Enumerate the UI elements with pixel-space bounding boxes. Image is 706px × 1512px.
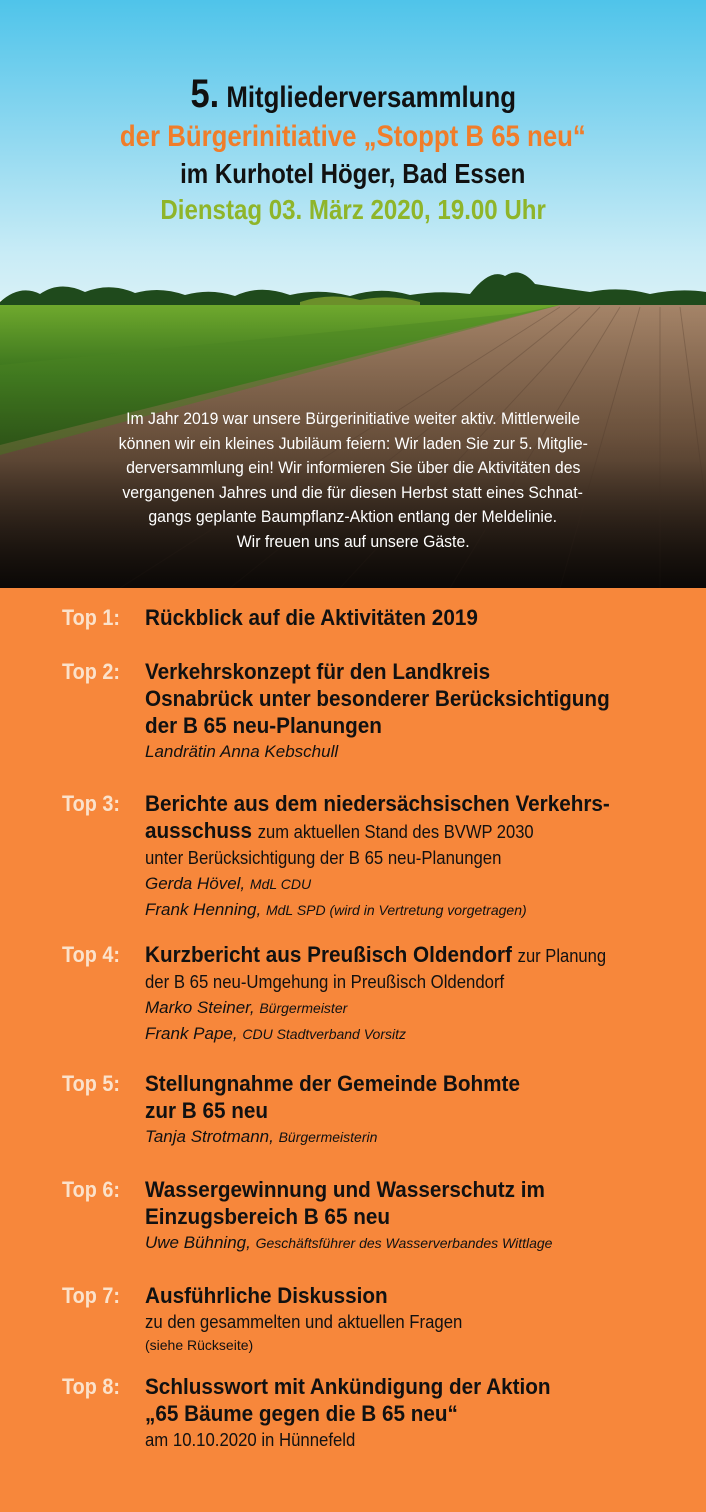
meeting-type: Mitgliederversammlung [226,81,516,114]
event-location: im Kurhotel Höger, Bad Essen [180,158,526,189]
agenda-section [0,588,706,1512]
agenda-detail: am 10.10.2020 in Hünnefeld [145,1430,356,1450]
agenda-heading [145,817,642,845]
speaker-role: CDU Stadtverband Vorsitz [242,1026,407,1042]
agenda-heading: Schlusswort mit Ankündigung der Aktion [145,1374,551,1399]
agenda-heading [145,941,642,969]
agenda-heading-suffix: zum aktuellen Stand des BVWP 2030 [257,822,534,842]
speaker [145,739,685,765]
agenda-heading: Rückblick auf die Aktivitäten 2019 [145,605,478,630]
agenda-label: Top 2: [62,659,120,684]
speaker-name: Marko Steiner, [145,998,255,1017]
speaker-name: Tanja Strotmann, [145,1127,274,1146]
speaker-name: Uwe Bühning, [145,1233,251,1252]
speaker-name: Landrätin Anna Kebschull [145,742,339,761]
speaker-role: Bürgermeister [259,1000,348,1016]
speaker-role: MdL CDU [249,876,312,892]
intro-line: können wir ein kleines Jubiläum feiern: Wir laden Sie zur 5. Mitglie- [118,433,588,453]
speaker [145,1230,685,1256]
intro-line: gangs geplante Baumpflanz-Aktion entlang der Meldelinie. [148,507,558,526]
agenda-note: (siehe Rückseite) [145,1337,254,1353]
agenda-heading: Berichte aus dem niedersächsischen Verkehrs- [145,791,610,816]
title-line-4 [0,192,706,228]
agenda-heading: Wassergewinnung und Wasserschutz im [145,1177,545,1202]
agenda-label: Top 7: [62,1283,120,1308]
agenda-label: Top 3: [62,791,120,816]
agenda-label: Top 4: [62,942,120,967]
speaker [145,995,685,1021]
agenda-heading: Osnabrück unter besonderer Berücksichtigung [145,686,610,711]
agenda-label: Top 1: [62,605,120,630]
agenda-heading: „65 Bäume gegen die B 65 neu“ [145,1401,458,1426]
agenda-heading: der B 65 neu-Planungen [145,713,382,738]
speaker [145,1124,685,1150]
agenda-heading-suffix: zur Planung [517,946,607,966]
speaker-name: Frank Pape, [145,1024,238,1043]
speaker-role: Bürgermeisterin [278,1129,378,1145]
agenda-heading: Stellungnahme der Gemeinde Bohmte [145,1071,520,1096]
agenda-label: Top 5: [62,1071,120,1096]
title-line-2 [0,118,706,156]
intro-line: vergangenen Jahres und die für diesen Herbst statt eines Schnat- [122,482,584,502]
agenda-heading: Verkehrskonzept für den Landkreis [145,659,491,684]
title-line-1 [0,74,706,118]
event-date: Dienstag 03. März 2020, 19.00 Uhr [160,194,546,225]
intro-text [0,407,706,554]
agenda-detail: unter Berücksichtigung der B 65 neu-Planungen [145,848,502,868]
initiative-name: der Bürgerinitiative „Stoppt B 65 neu“ [120,120,586,153]
agenda-label: Top 8: [62,1374,120,1399]
meeting-number: 5. [190,72,219,116]
speaker-name: Gerda Hövel, [145,874,246,893]
intro-line: derversammlung ein! Wir informieren Sie über die Aktivitäten des [125,458,581,477]
agenda-detail: der B 65 neu-Umgehung in Preußisch Oldendorf [145,972,505,992]
agenda-heading: zur B 65 neu [145,1098,269,1123]
agenda-heading-part: Kurzbericht aus Preußisch Oldendorf [145,942,512,967]
speaker [145,897,685,923]
agenda-heading-part: ausschuss [145,818,253,843]
intro-line: Wir freuen uns auf unsere Gäste. [236,531,470,551]
agenda-label: Top 6: [62,1177,120,1202]
agenda-detail: zu den gesammelten und aktuellen Fragen [145,1312,463,1332]
event-title [0,74,706,228]
speaker [145,1021,685,1047]
agenda-heading: Einzugsbereich B 65 neu [145,1204,391,1229]
agenda-heading: Ausführliche Diskussion [145,1283,388,1308]
hero-section [0,0,706,588]
speaker-role: Geschäftsführer des Wasserverbandes Wittlage [255,1235,553,1251]
speaker [145,871,685,897]
intro-line: Im Jahr 2019 war unsere Bürgerinitiative weiter aktiv. Mittlerweile [126,409,580,428]
title-line-3 [0,156,706,192]
speaker-name: Frank Henning, [145,900,262,919]
speaker-role: MdL SPD (wird in Vertretung vorgetragen) [265,902,527,918]
